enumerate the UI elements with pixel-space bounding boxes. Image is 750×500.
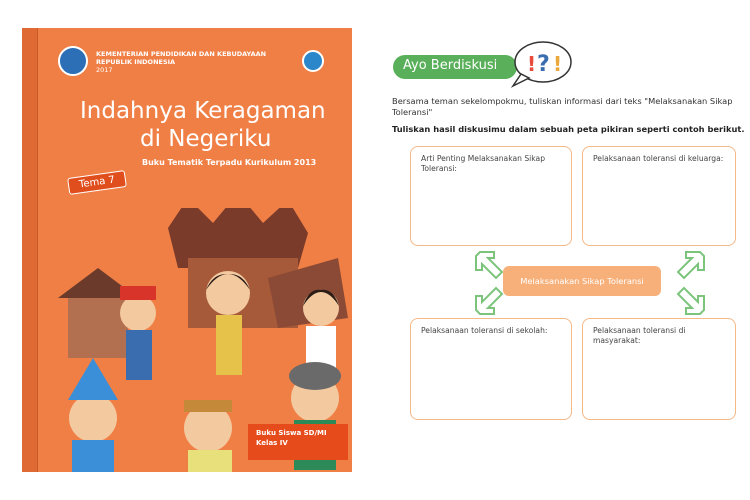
publication-year: 2017 [96,66,113,74]
grade-label: Kelas IV [256,439,288,447]
box-sekolah[interactable]: Pelaksanaan toleransi di sekolah: [410,318,572,420]
box-keluarga[interactable]: Pelaksanaan toleransi di keluarga: [582,146,736,246]
book-cover [22,28,352,472]
cover-title-line1: Indahnya Keragaman [80,98,326,124]
svg-text:?: ? [537,52,550,77]
grade-box [248,424,348,460]
arrow-down-left-icon [476,288,502,314]
arrow-up-left-icon [476,252,502,278]
arrow-down-right-icon [678,288,704,314]
ministry-logo [58,46,88,76]
ministry-header [96,50,266,74]
box-masyarakat[interactable]: Pelaksanaan toleransi di masyarakat: [582,318,736,420]
cover-subtitle: Buku Tematik Terpadu Kurikulum 2013 [142,158,317,167]
box-arti-penting[interactable]: Arti Penting Melaksanakan Sikap Toleransi: [410,146,572,246]
ministry-line2: REPUBLIK INDONESIA [96,58,176,66]
speech-bubble-icon [509,40,573,88]
instruction-text-1: Bersama teman sekelompokmu, tuliskan informasi dari teks "Melaksanakan Sikap Toleransi" [392,96,733,117]
center-node: Melaksanakan Sikap Toleransi [503,266,661,296]
tema-badge: Tema 7 [67,170,127,195]
ayo-berdiskusi-heading: Ayo Berdiskusi [393,55,517,79]
book-spine [22,28,38,472]
ministry-line1: KEMENTERIAN PENDIDIKAN DAN KEBUDAYAAN [96,50,267,58]
tut-wuri-logo [302,50,324,72]
arrow-up-right-icon [678,252,704,278]
cover-title-line2: di Negeriku [140,126,272,152]
instruction-text-2: Tuliskan hasil diskusimu dalam sebuah peta pikiran seperti contoh berikut. [392,124,745,134]
book-type: Buku Siswa SD/MI [256,429,327,437]
svg-text:!: ! [527,52,537,76]
svg-text:!: ! [553,52,563,76]
